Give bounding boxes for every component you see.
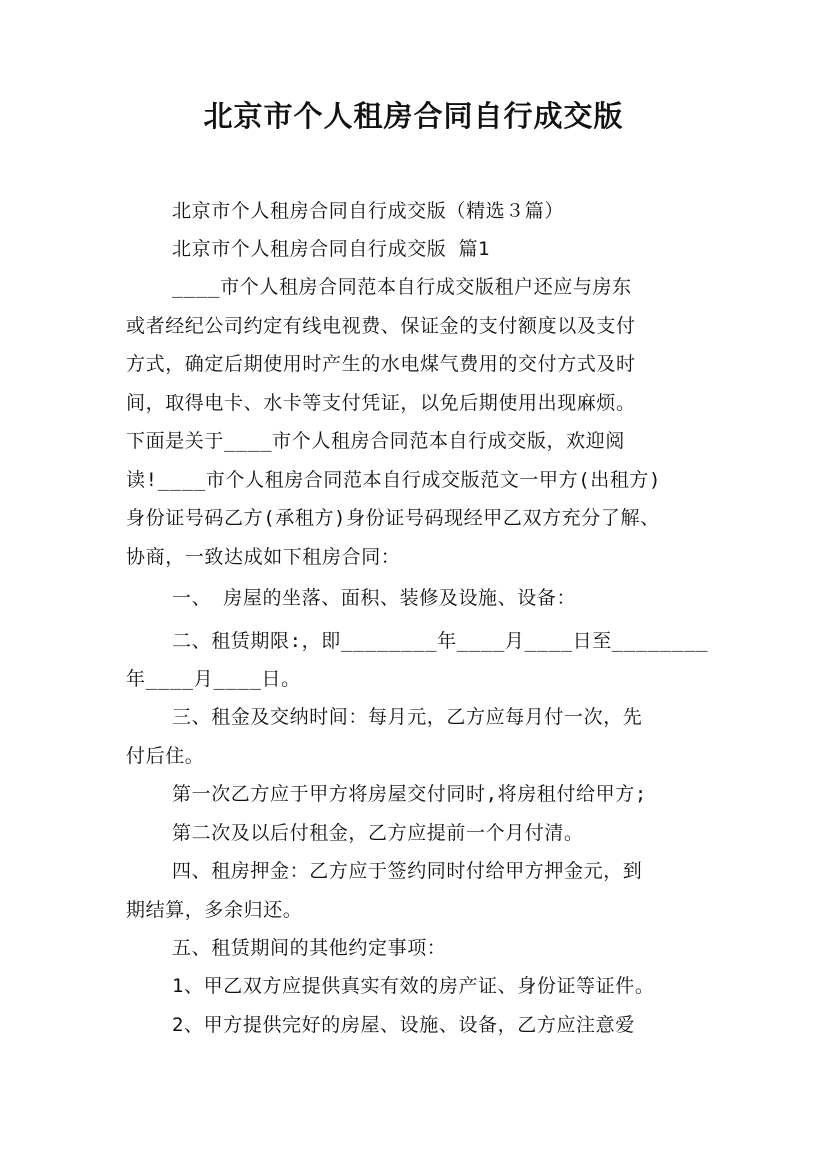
paragraph-line: 间，取得电卡、水卡等支付凭证，以免后期使用出现麻烦。 [126,392,636,414]
clause-line: 三、租金及交纳时间：每月元，乙方应每月付一次，先 [172,706,643,728]
paragraph-line: 方式，确定后期使用时产生的水电煤气费用的交付方式及时 [126,353,636,375]
clause-line: 第二次及以后付租金，乙方应提前一个月付清。 [172,822,584,844]
clause-line: 二、租赁期限:，即________年____月____日至________ [172,630,709,652]
section-heading-line: 北京市个人租房合同自行成交版 篇1 [172,238,491,260]
clause-line: 四、租房押金：乙方应于签约同时付给甲方押金元，到 [172,860,643,882]
clause-line: 付后住。 [126,745,205,767]
paragraph-line: 协商，一致达成如下租房合同： [126,546,401,568]
clause-line: 五、租赁期间的其他约定事项： [172,937,447,959]
clause-line: 期结算，多余归还。 [126,899,303,921]
paragraph-line: 读!____市个人租房合同范本自行成交版范文一甲方(出租方) [126,469,662,491]
document-title: 北京市个人租房合同自行成交版 [203,99,624,133]
subtitle-line: 北京市个人租房合同自行成交版（精选３篇） [172,200,565,222]
paragraph-line: 或者经纪公司约定有线电视费、保证金的支付额度以及支付 [126,315,636,337]
clause-line: 年____月____日。 [126,668,301,690]
clause-line: 第一次乙方应于甲方将房屋交付同时,将房租付给甲方; [172,783,647,805]
clause-line: 2、甲方提供完好的房屋、设施、设备，乙方应注意爱 [172,1014,635,1036]
clause-line: 1、甲乙双方应提供真实有效的房产证、身份证等证件。 [172,975,655,997]
paragraph-line: 下面是关于____市个人租房合同范本自行成交版，欢迎阅 [126,430,625,452]
paragraph-line: ____市个人租房合同范本自行成交版租户还应与房东 [172,276,632,298]
paragraph-line: 身份证号码乙方(承租方)身份证号码现经甲乙双方充分了解、 [126,507,660,529]
clause-line: 一、 房屋的坐落、面积、装修及设施、设备： [172,587,577,609]
